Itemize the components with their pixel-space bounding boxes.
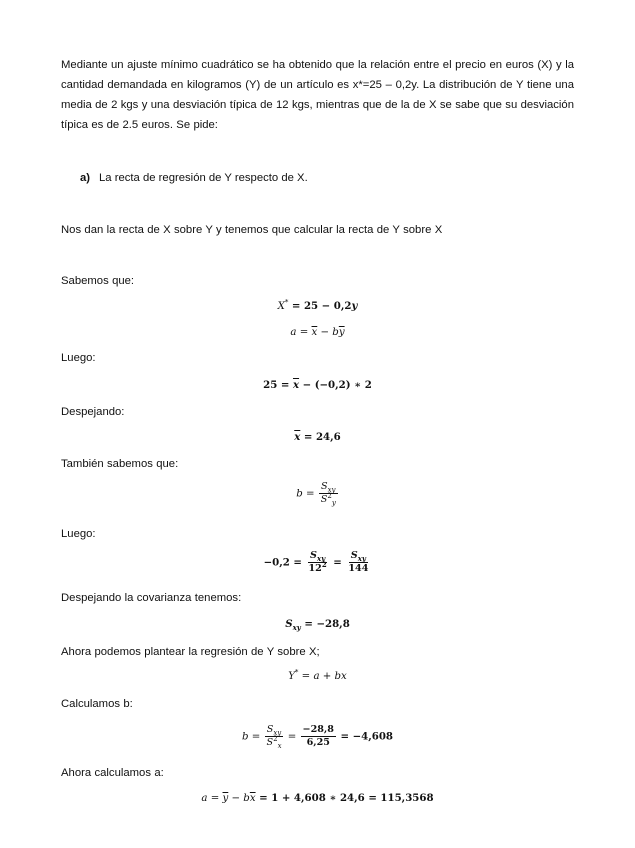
text-sabemos: Sabemos que:	[61, 275, 135, 287]
equation-cov-ratio: −0,2 = $\frac{S_{xy}}{12^2}$ = $\frac{S_{xy}}{144}$	[263, 550, 369, 574]
equation-x-star: X* = 25 − 0,2y	[277, 298, 358, 312]
equation-a-calc: $a = \overline{y} - b\overline{x} = 1 + 4,608$ ∗ 24,6 = 115,3568	[201, 792, 434, 804]
equation-y-star: Y* = a + bx	[288, 668, 347, 682]
text-x-on-y: Nos dan la recta de X sobre Y y tenemos que calcular la recta de Y sobre X	[61, 224, 443, 236]
text-despejando: Despejando:	[61, 406, 125, 418]
equation-sxy: $S_{xy} = -28,8$	[285, 618, 350, 633]
equation-b-def: b = $\frac{S_{xy}}{S^2_y}$	[296, 481, 336, 507]
equation-sub-mean: $25 = \overline{x} - (-0,2)$ ∗ 2	[263, 379, 372, 391]
equation-a-def: $a = \overline{x} - b\overline{y}$	[290, 327, 345, 338]
equation-x-mean: $\overline{x} = 24,6$	[294, 431, 341, 443]
text-luego-1: Luego:	[61, 352, 96, 364]
question-a	[80, 170, 308, 186]
intro-paragraph: Mediante un ajuste mínimo cuadrático se ha obtenido que la relación entre el precio en euros (X) y la cantidad demandada en kilogramos (Y) de un artículo es x*=25 – 0,2y. La distribución de Y tiene una media de 2 kgs y una desviación típica de 12 kgs, mientras que de la de X se sabe que su desviación típica es de 2.5 euros. Se pide:	[61, 59, 574, 131]
question-text: La recta de regresión de Y respecto de X.	[99, 172, 308, 184]
text-despejando-cov: Despejando la covarianza tenemos:	[61, 592, 242, 604]
equation-b-calc: b = $\frac{S_{xy}}{S^2_x}$ = $\frac{-28,8}{6,25}$ = −4,608	[241, 724, 394, 750]
text-tambien: También sabemos que:	[61, 458, 179, 470]
text-calculamos-b: Calculamos b:	[61, 698, 133, 710]
text-calculamos-a: Ahora calculamos a:	[61, 767, 164, 779]
text-plantear: Ahora podemos plantear la regresión de Y sobre X;	[61, 646, 320, 658]
question-label: a)	[80, 172, 91, 184]
text-luego-2: Luego:	[61, 528, 96, 540]
